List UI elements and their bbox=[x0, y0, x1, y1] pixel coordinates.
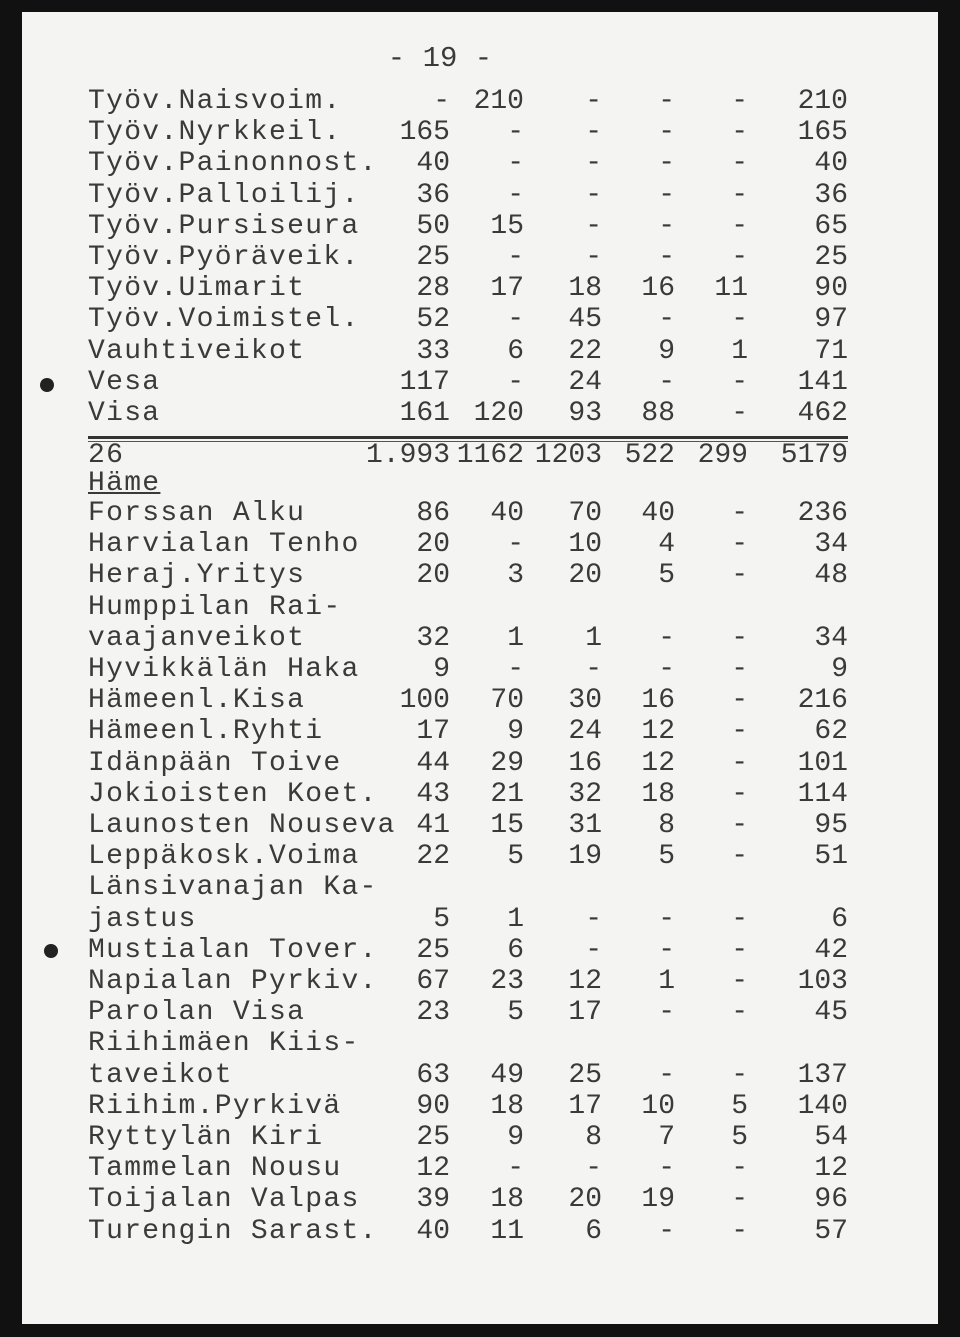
row-value-col5: 5 bbox=[731, 1091, 748, 1122]
row-label: 26 bbox=[88, 440, 125, 471]
row-value-col1: 63 bbox=[416, 1060, 450, 1091]
row-value-col4: 10 bbox=[641, 1091, 675, 1122]
row-value-col1: 44 bbox=[416, 748, 450, 779]
row-value-col1: 9 bbox=[433, 654, 450, 685]
row-value-col4: - bbox=[658, 86, 675, 117]
row-total: 36 bbox=[814, 180, 848, 211]
row-label: Vauhtiveikot bbox=[88, 336, 306, 367]
row-label: Vesa bbox=[88, 367, 161, 398]
row-value-col1: 50 bbox=[416, 211, 450, 242]
table-row bbox=[0, 904, 960, 935]
row-value-col1: 67 bbox=[416, 966, 450, 997]
row-value-col3: 45 bbox=[568, 304, 602, 335]
row-value-col2: 40 bbox=[490, 498, 524, 529]
row-value-col3: 22 bbox=[568, 336, 602, 367]
table-row bbox=[0, 242, 960, 273]
table-row bbox=[0, 966, 960, 997]
row-total: 216 bbox=[797, 685, 848, 716]
row-value-col3: - bbox=[585, 86, 602, 117]
row-value-col5: - bbox=[731, 398, 748, 429]
row-value-col1: 25 bbox=[416, 242, 450, 273]
row-value-col3: - bbox=[585, 904, 602, 935]
row-value-col1: 28 bbox=[416, 273, 450, 304]
row-value-col2: 15 bbox=[490, 211, 524, 242]
row-value-col2: 3 bbox=[507, 560, 524, 591]
row-value-col3: - bbox=[585, 211, 602, 242]
row-value-col3: 17 bbox=[568, 997, 602, 1028]
row-label: Parolan Visa bbox=[88, 997, 306, 1028]
row-value-col5: - bbox=[731, 841, 748, 872]
row-value-col3: 6 bbox=[585, 1216, 602, 1247]
row-value-col3: 16 bbox=[568, 748, 602, 779]
row-label: Työv.Palloilij. bbox=[88, 180, 360, 211]
row-value-col4: - bbox=[658, 997, 675, 1028]
row-value-col3: 24 bbox=[568, 716, 602, 747]
row-value-col5: - bbox=[731, 904, 748, 935]
row-value-col5: - bbox=[731, 716, 748, 747]
row-total: 141 bbox=[797, 367, 848, 398]
row-value-col3: - bbox=[585, 180, 602, 211]
row-value-col5: - bbox=[731, 623, 748, 654]
row-value-col4: - bbox=[658, 1216, 675, 1247]
row-value-col4: - bbox=[658, 367, 675, 398]
row-value-col1: 1.993 bbox=[365, 440, 450, 471]
row-value-col3: - bbox=[585, 1153, 602, 1184]
row-value-col2: - bbox=[507, 180, 524, 211]
table-row bbox=[0, 779, 960, 810]
row-total: 95 bbox=[814, 810, 848, 841]
row-value-col5: - bbox=[731, 935, 748, 966]
row-value-col1: - bbox=[433, 86, 450, 117]
row-value-col4: 16 bbox=[641, 273, 675, 304]
row-value-col1: 25 bbox=[416, 935, 450, 966]
row-value-col4: - bbox=[658, 148, 675, 179]
row-label: Harvialan Tenho bbox=[88, 529, 360, 560]
row-value-col2: - bbox=[507, 529, 524, 560]
table-row bbox=[0, 148, 960, 179]
row-value-col4: 40 bbox=[641, 498, 675, 529]
row-total: 9 bbox=[831, 654, 848, 685]
row-value-col1: 32 bbox=[416, 623, 450, 654]
table-row bbox=[0, 117, 960, 148]
row-value-col1: 12 bbox=[416, 1153, 450, 1184]
table-row bbox=[0, 273, 960, 304]
row-label: vaajanveikot bbox=[88, 623, 306, 654]
row-value-col1: 5 bbox=[433, 904, 450, 935]
row-value-col2: 9 bbox=[507, 1122, 524, 1153]
row-value-col3: 1203 bbox=[534, 440, 602, 471]
row-value-col2: 21 bbox=[490, 779, 524, 810]
row-label: Häme bbox=[88, 468, 161, 499]
row-value-col5: - bbox=[731, 117, 748, 148]
row-value-col2: 120 bbox=[473, 398, 524, 429]
row-label: Heraj.Yritys bbox=[88, 560, 306, 591]
row-value-col1: 40 bbox=[416, 148, 450, 179]
row-total: 25 bbox=[814, 242, 848, 273]
row-value-col4: - bbox=[658, 904, 675, 935]
row-value-col4: - bbox=[658, 242, 675, 273]
row-value-col4: 16 bbox=[641, 685, 675, 716]
row-value-col3: - bbox=[585, 242, 602, 273]
table-row bbox=[0, 810, 960, 841]
table-row bbox=[0, 1216, 960, 1247]
row-total: 462 bbox=[797, 398, 848, 429]
row-value-col2: - bbox=[507, 242, 524, 273]
row-total: 48 bbox=[814, 560, 848, 591]
row-label: Napialan Pyrkiv. bbox=[88, 966, 378, 997]
row-label: Riihimäen Kiis- bbox=[88, 1028, 360, 1059]
table-row bbox=[0, 211, 960, 242]
row-value-col3: 30 bbox=[568, 685, 602, 716]
row-value-col2: - bbox=[507, 654, 524, 685]
row-value-col3: - bbox=[585, 654, 602, 685]
row-value-col3: 18 bbox=[568, 273, 602, 304]
row-value-col2: 5 bbox=[507, 997, 524, 1028]
row-label: Leppäkosk.Voima bbox=[88, 841, 360, 872]
row-label: Mustialan Tover. bbox=[88, 935, 378, 966]
row-total: 236 bbox=[797, 498, 848, 529]
row-label: Hämeenl.Kisa bbox=[88, 685, 306, 716]
row-value-col1: 39 bbox=[416, 1184, 450, 1215]
row-total: 90 bbox=[814, 273, 848, 304]
table-row bbox=[0, 623, 960, 654]
row-value-col2: - bbox=[507, 148, 524, 179]
row-value-col1: 23 bbox=[416, 997, 450, 1028]
row-value-col5: - bbox=[731, 966, 748, 997]
row-value-col2: 18 bbox=[490, 1091, 524, 1122]
row-label: Forssan Alku bbox=[88, 498, 306, 529]
table-row bbox=[0, 1091, 960, 1122]
table-row bbox=[0, 180, 960, 211]
row-label: Hämeenl.Ryhti bbox=[88, 716, 324, 747]
row-value-col5: - bbox=[731, 560, 748, 591]
row-label: Hyvikkälän Haka bbox=[88, 654, 360, 685]
row-value-col5: - bbox=[731, 685, 748, 716]
row-value-col3: 10 bbox=[568, 529, 602, 560]
row-value-col1: 100 bbox=[399, 685, 450, 716]
row-label: taveikot bbox=[88, 1060, 233, 1091]
row-total: 165 bbox=[797, 117, 848, 148]
row-label: Työv.Pyöräveik. bbox=[88, 242, 360, 273]
table-row bbox=[0, 398, 960, 429]
total-row bbox=[0, 440, 960, 471]
row-value-col4: 8 bbox=[658, 810, 675, 841]
row-label: Länsivanajan Ka- bbox=[88, 872, 378, 903]
row-value-col2: 23 bbox=[490, 966, 524, 997]
row-total: 137 bbox=[797, 1060, 848, 1091]
row-value-col5: - bbox=[731, 367, 748, 398]
row-value-col2: 15 bbox=[490, 810, 524, 841]
row-value-col2: - bbox=[507, 304, 524, 335]
table-row bbox=[0, 498, 960, 529]
table-row bbox=[0, 336, 960, 367]
row-label: Ryttylän Kiri bbox=[88, 1122, 324, 1153]
row-value-col5: - bbox=[731, 997, 748, 1028]
row-value-col5: - bbox=[731, 654, 748, 685]
row-total: 40 bbox=[814, 148, 848, 179]
row-value-col4: 9 bbox=[658, 336, 675, 367]
row-value-col1: 52 bbox=[416, 304, 450, 335]
row-value-col2: 1 bbox=[507, 623, 524, 654]
row-total: 96 bbox=[814, 1184, 848, 1215]
row-value-col2: 210 bbox=[473, 86, 524, 117]
row-total: 62 bbox=[814, 716, 848, 747]
row-value-col5: - bbox=[731, 529, 748, 560]
table-row bbox=[0, 1028, 960, 1059]
row-value-col5: - bbox=[731, 180, 748, 211]
row-value-col4: 5 bbox=[658, 560, 675, 591]
row-value-col1: 20 bbox=[416, 560, 450, 591]
row-value-col4: - bbox=[658, 304, 675, 335]
row-value-col4: 88 bbox=[641, 398, 675, 429]
row-value-col5: 1 bbox=[731, 336, 748, 367]
row-value-col1: 25 bbox=[416, 1122, 450, 1153]
row-total: 210 bbox=[797, 86, 848, 117]
row-value-col3: 1 bbox=[585, 623, 602, 654]
table-row bbox=[0, 935, 960, 966]
row-value-col2: - bbox=[507, 367, 524, 398]
row-value-col4: - bbox=[658, 1060, 675, 1091]
row-value-col4: 18 bbox=[641, 779, 675, 810]
row-value-col4: - bbox=[658, 654, 675, 685]
row-value-col5: - bbox=[731, 1153, 748, 1184]
row-value-col5: 5 bbox=[731, 1122, 748, 1153]
row-label: Työv.Naisvoim. bbox=[88, 86, 342, 117]
table-row bbox=[0, 529, 960, 560]
row-total: 34 bbox=[814, 529, 848, 560]
row-value-col4: 5 bbox=[658, 841, 675, 872]
row-value-col1: 165 bbox=[399, 117, 450, 148]
row-value-col5: - bbox=[731, 148, 748, 179]
row-value-col1: 17 bbox=[416, 716, 450, 747]
row-label: Jokioisten Koet. bbox=[88, 779, 378, 810]
row-value-col3: 32 bbox=[568, 779, 602, 810]
row-label: Tammelan Nousu bbox=[88, 1153, 342, 1184]
row-value-col4: 12 bbox=[641, 748, 675, 779]
row-label: Työv.Nyrkkeil. bbox=[88, 117, 342, 148]
row-value-col2: 1162 bbox=[456, 440, 524, 471]
row-value-col2: - bbox=[507, 1153, 524, 1184]
row-value-col3: 24 bbox=[568, 367, 602, 398]
row-label: Riihim.Pyrkivä bbox=[88, 1091, 342, 1122]
row-label: Työv.Uimarit bbox=[88, 273, 306, 304]
row-value-col5: 11 bbox=[714, 273, 748, 304]
row-value-col5: - bbox=[731, 498, 748, 529]
row-label: Työv.Pursiseura bbox=[88, 211, 360, 242]
row-label: Turengin Sarast. bbox=[88, 1216, 378, 1247]
section-heading bbox=[0, 468, 960, 499]
row-value-col5: 299 bbox=[697, 440, 748, 471]
row-total: 140 bbox=[797, 1091, 848, 1122]
row-value-col1: 33 bbox=[416, 336, 450, 367]
row-label: Launosten Nouseva bbox=[88, 810, 396, 841]
row-value-col1: 40 bbox=[416, 1216, 450, 1247]
table-row bbox=[0, 841, 960, 872]
row-value-col1: 36 bbox=[416, 180, 450, 211]
row-value-col2: 6 bbox=[507, 935, 524, 966]
row-value-col5: - bbox=[731, 86, 748, 117]
row-total: 51 bbox=[814, 841, 848, 872]
row-value-col2: 29 bbox=[490, 748, 524, 779]
row-label: Työv.Painonnost. bbox=[88, 148, 378, 179]
row-value-col4: 4 bbox=[658, 529, 675, 560]
row-value-col4: - bbox=[658, 935, 675, 966]
row-value-col1: 90 bbox=[416, 1091, 450, 1122]
row-value-col5: - bbox=[731, 1060, 748, 1091]
row-total: 71 bbox=[814, 336, 848, 367]
row-value-col3: - bbox=[585, 117, 602, 148]
row-value-col4: 1 bbox=[658, 966, 675, 997]
row-label: Idänpään Toive bbox=[88, 748, 342, 779]
row-value-col2: 5 bbox=[507, 841, 524, 872]
row-value-col1: 86 bbox=[416, 498, 450, 529]
row-total: 12 bbox=[814, 1153, 848, 1184]
row-value-col1: 22 bbox=[416, 841, 450, 872]
row-value-col4: 7 bbox=[658, 1122, 675, 1153]
row-value-col2: 11 bbox=[490, 1216, 524, 1247]
row-value-col1: 41 bbox=[416, 810, 450, 841]
table-row bbox=[0, 1060, 960, 1091]
table-row bbox=[0, 86, 960, 117]
row-value-col1: 117 bbox=[399, 367, 450, 398]
row-value-col3: 93 bbox=[568, 398, 602, 429]
row-total: 34 bbox=[814, 623, 848, 654]
row-value-col5: - bbox=[731, 242, 748, 273]
row-total: 57 bbox=[814, 1216, 848, 1247]
row-value-col2: 1 bbox=[507, 904, 524, 935]
row-total: 45 bbox=[814, 997, 848, 1028]
row-total: 54 bbox=[814, 1122, 848, 1153]
row-value-col5: - bbox=[731, 779, 748, 810]
row-total: 65 bbox=[814, 211, 848, 242]
row-total: 6 bbox=[831, 904, 848, 935]
row-label: Visa bbox=[88, 398, 161, 429]
row-value-col1: 43 bbox=[416, 779, 450, 810]
row-value-col3: 17 bbox=[568, 1091, 602, 1122]
table-row bbox=[0, 560, 960, 591]
table-row bbox=[0, 997, 960, 1028]
row-value-col2: 49 bbox=[490, 1060, 524, 1091]
row-label: jastus bbox=[88, 904, 197, 935]
row-value-col5: - bbox=[731, 304, 748, 335]
row-total: 114 bbox=[797, 779, 848, 810]
table-row bbox=[0, 592, 960, 623]
table-row bbox=[0, 748, 960, 779]
row-value-col3: 31 bbox=[568, 810, 602, 841]
table-row bbox=[0, 654, 960, 685]
row-value-col3: 20 bbox=[568, 1184, 602, 1215]
row-value-col4: 12 bbox=[641, 716, 675, 747]
table-row bbox=[0, 685, 960, 716]
row-total: 5179 bbox=[780, 440, 848, 471]
row-value-col2: 9 bbox=[507, 716, 524, 747]
row-value-col2: 6 bbox=[507, 336, 524, 367]
row-value-col1: 20 bbox=[416, 529, 450, 560]
total-rule bbox=[88, 436, 848, 439]
row-value-col5: - bbox=[731, 1216, 748, 1247]
row-value-col5: - bbox=[731, 211, 748, 242]
row-value-col2: - bbox=[507, 117, 524, 148]
row-value-col4: 19 bbox=[641, 1184, 675, 1215]
table-row bbox=[0, 304, 960, 335]
row-label: Toijalan Valpas bbox=[88, 1184, 360, 1215]
row-value-col4: - bbox=[658, 623, 675, 654]
row-value-col4: - bbox=[658, 1153, 675, 1184]
row-value-col3: 20 bbox=[568, 560, 602, 591]
table-row bbox=[0, 367, 960, 398]
row-value-col4: - bbox=[658, 180, 675, 211]
row-value-col1: 161 bbox=[399, 398, 450, 429]
row-total: 42 bbox=[814, 935, 848, 966]
row-value-col3: 25 bbox=[568, 1060, 602, 1091]
row-value-col4: - bbox=[658, 211, 675, 242]
table-row bbox=[0, 1122, 960, 1153]
row-value-col2: 17 bbox=[490, 273, 524, 304]
row-total: 97 bbox=[814, 304, 848, 335]
table-row bbox=[0, 716, 960, 747]
row-value-col2: 70 bbox=[490, 685, 524, 716]
table-row bbox=[0, 1184, 960, 1215]
table-row bbox=[0, 872, 960, 903]
table-row bbox=[0, 1153, 960, 1184]
row-value-col3: - bbox=[585, 148, 602, 179]
row-value-col2: 18 bbox=[490, 1184, 524, 1215]
row-total: 103 bbox=[797, 966, 848, 997]
page-number: - 19 - bbox=[387, 42, 493, 75]
row-value-col3: 19 bbox=[568, 841, 602, 872]
row-value-col3: 12 bbox=[568, 966, 602, 997]
row-label: Humppilan Rai- bbox=[88, 592, 342, 623]
row-value-col3: 8 bbox=[585, 1122, 602, 1153]
row-value-col5: - bbox=[731, 1184, 748, 1215]
row-value-col3: - bbox=[585, 935, 602, 966]
row-value-col4: - bbox=[658, 117, 675, 148]
row-value-col5: - bbox=[731, 810, 748, 841]
row-value-col5: - bbox=[731, 748, 748, 779]
row-total: 101 bbox=[797, 748, 848, 779]
row-value-col3: 70 bbox=[568, 498, 602, 529]
row-label: Työv.Voimistel. bbox=[88, 304, 360, 335]
row-value-col4: 522 bbox=[624, 440, 675, 471]
